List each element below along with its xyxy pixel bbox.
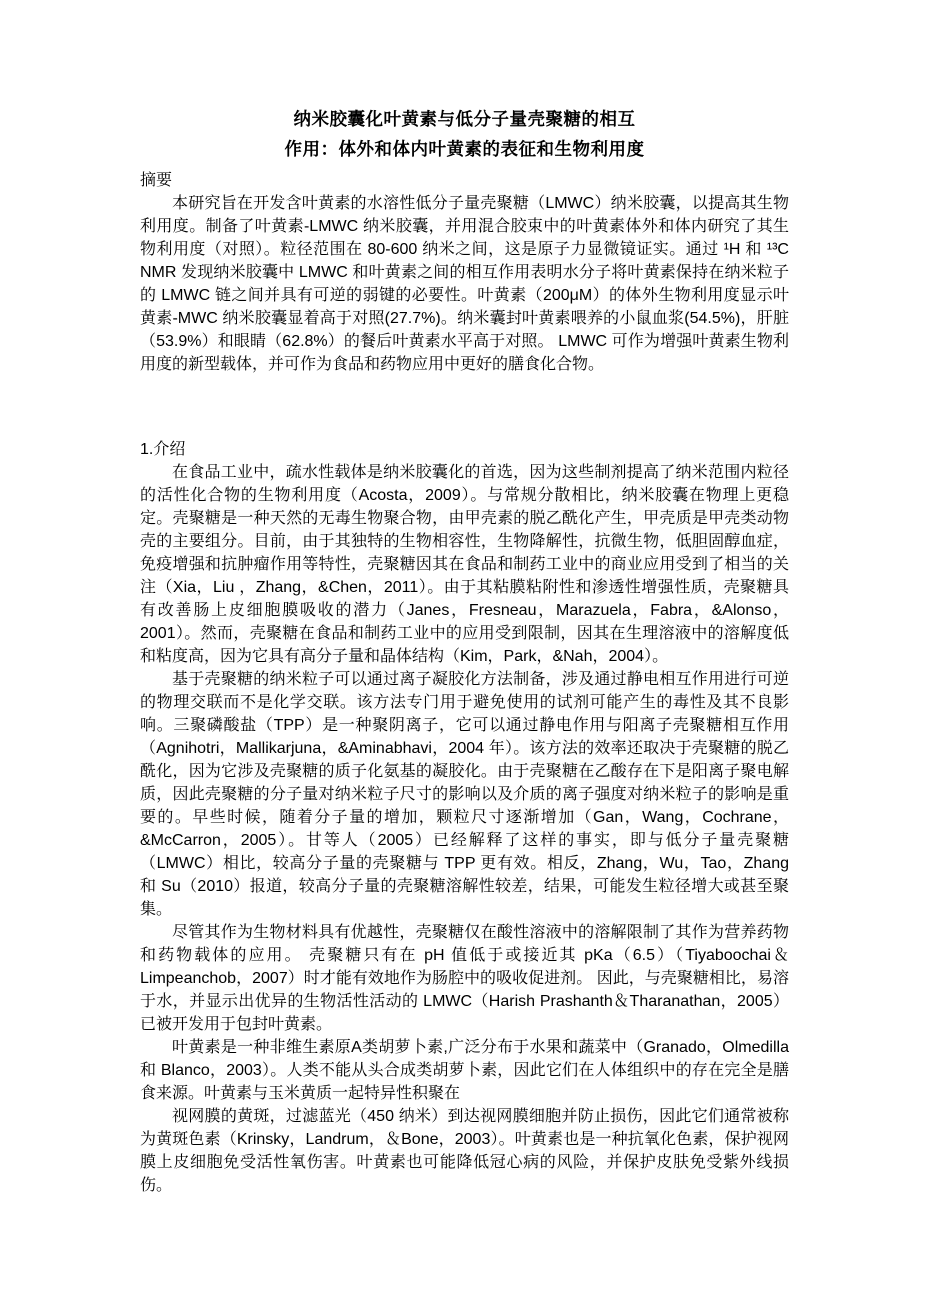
introduction-heading: 1.介绍: [140, 441, 186, 458]
document-title-line-2: 作用：体外和体内叶黄素的表征和生物利用度: [284, 139, 645, 159]
introduction-paragraph-2: 基于壳聚糖的纳米粒子可以通过离子凝胶化方法制备，涉及通过静电相互作用进行可逆的物理交联而不是化学交联。该方法专门用于避免使用的试剂可能产生的毒性及其不良影响。三聚磷酸盐（TPP）是一种聚阴离子，它可以通过静电作用与阳离子壳聚糖相互作用（Agnihotri，Mallikarjuna，&Aminabhavi，2004 年）。该方法的效率还取决于壳聚糖的脱乙酰化，因为它涉及壳聚糖的质子化氨基的凝胶化。由于壳聚糖在乙酸存在下是阳离子聚电解质，因此壳聚糖的分子量对纳米粒子尺寸的影响以及介质的离子强度对纳米粒子的影响是重要的。早些时候，随着分子量的增加，颗粒尺寸逐渐增加（Gan，Wang，Cochrane，&McCarron，2005）。甘等人（2005）已经解释了这样的事实，即与低分子量壳聚糖（LMWC）相比，较高分子量的壳聚糖与 TPP 更有效。相反，Zhang，Wu，Tao，Zhang 和 Su（2010）报道，较高分子量的壳聚糖溶解性较差，结果，可能发生粒径增大或甚至聚集。: [140, 671, 789, 918]
abstract-paragraph: 本研究旨在开发含叶黄素的水溶性低分子量壳聚糖（LMWC）纳米胶囊，以提高其生物利用度。制备了叶黄素-LMWC 纳米胶囊，并用混合胶束中的叶黄素体外和体内研究了其生物利用度（对照）。粒径范围在 80-600 纳米之间，这是原子力显微镜证实。通过 ¹H 和 ¹³C NMR 发现纳米胶囊中 LMWC 和叶黄素之间的相互作用表明水分子将叶黄素保持在纳米粒子的 LMWC 链之间并具有可逆的弱键的必要性。叶黄素（200μM）的体外生物利用度显示叶黄素-MWC 纳米胶囊显着高于对照(27.7%)。纳米囊封叶黄素喂养的小鼠血浆(54.5%)，肝脏（53.9%）和眼睛（62.8%）的餐后叶黄素水平高于对照。 LMWC 可作为增强叶黄素生物利用度的新型载体，并可作为食品和药物应用中更好的膳食化合物。: [140, 195, 789, 373]
introduction-paragraph-3: 尽管其作为生物材料具有优越性，壳聚糖仅在酸性溶液中的溶解限制了其作为营养药物和药物载体的应用。 壳聚糖只有在 pH 值低于或接近其 pKa（6.5）（Tiyaboochai＆Limpeanchob，2007）时才能有效地作为肠腔中的吸收促进剂。 因此，与壳聚糖相比，易溶于水，并显示出优异的生物活性活动的 LMWC（Harish Prashanth＆Tharanathan，2005）已被开发用于包封叶黄素。: [140, 924, 789, 1033]
document-title: [140, 104, 789, 164]
abstract-heading: 摘要: [140, 172, 173, 189]
document-title-line-1: 纳米胶囊化叶黄素与低分子量壳聚糖的相互: [293, 109, 636, 129]
introduction-paragraph-5: 视网膜的黄斑，过滤蓝光（450 纳米）到达视网膜细胞并防止损伤，因此它们通常被称为黄斑色素（Krinsky，Landrum，＆Bone，2003）。叶黄素也是一种抗氧化色素，保护视网膜上皮细胞免受活性氧伤害。叶黄素也可能降低冠心病的风险，并保护皮肤免受紫外线损伤。: [140, 1108, 789, 1194]
introduction-paragraph-4: 叶黄素是一种非维生素原A类胡萝卜素,广泛分布于水果和蔬菜中（Granado，Olmedilla 和 Blanco，2003）。人类不能从头合成类胡萝卜素，因此它们在人体组织中的存在完全是膳食来源。叶黄素与玉米黄质一起特异性积聚在: [140, 1039, 789, 1102]
introduction-paragraph-1: 在食品工业中，疏水性载体是纳米胶囊化的首选，因为这些制剂提高了纳米范围内粒径的活性化合物的生物利用度（Acosta，2009）。与常规分散相比，纳米胶囊在物理上更稳定。壳聚糖是一种天然的无毒生物聚合物，由甲壳素的脱乙酰化产生，甲壳质是甲壳类动物壳的主要组分。目前，由于其独特的生物相容性，生物降解性，抗微生物，低胆固醇血症，免疫增强和抗肿瘤作用等特性，壳聚糖因其在食品和制药工业中的商业应用受到了相当的关注（Xia，Liu ，Zhang，&Chen，2011）。由于其粘膜粘附性和渗透性增强性质，壳聚糖具有改善肠上皮细胞膜吸收的潜力（Janes，Fresneau，Marazuela，Fabra，&Alonso，2001）。然而，壳聚糖在食品和制药工业中的应用受到限制，因其在生理溶液中的溶解度低和粘度高，因为它具有高分子量和晶体结构（Kim，Park，&Nah，2004）。: [140, 464, 789, 665]
